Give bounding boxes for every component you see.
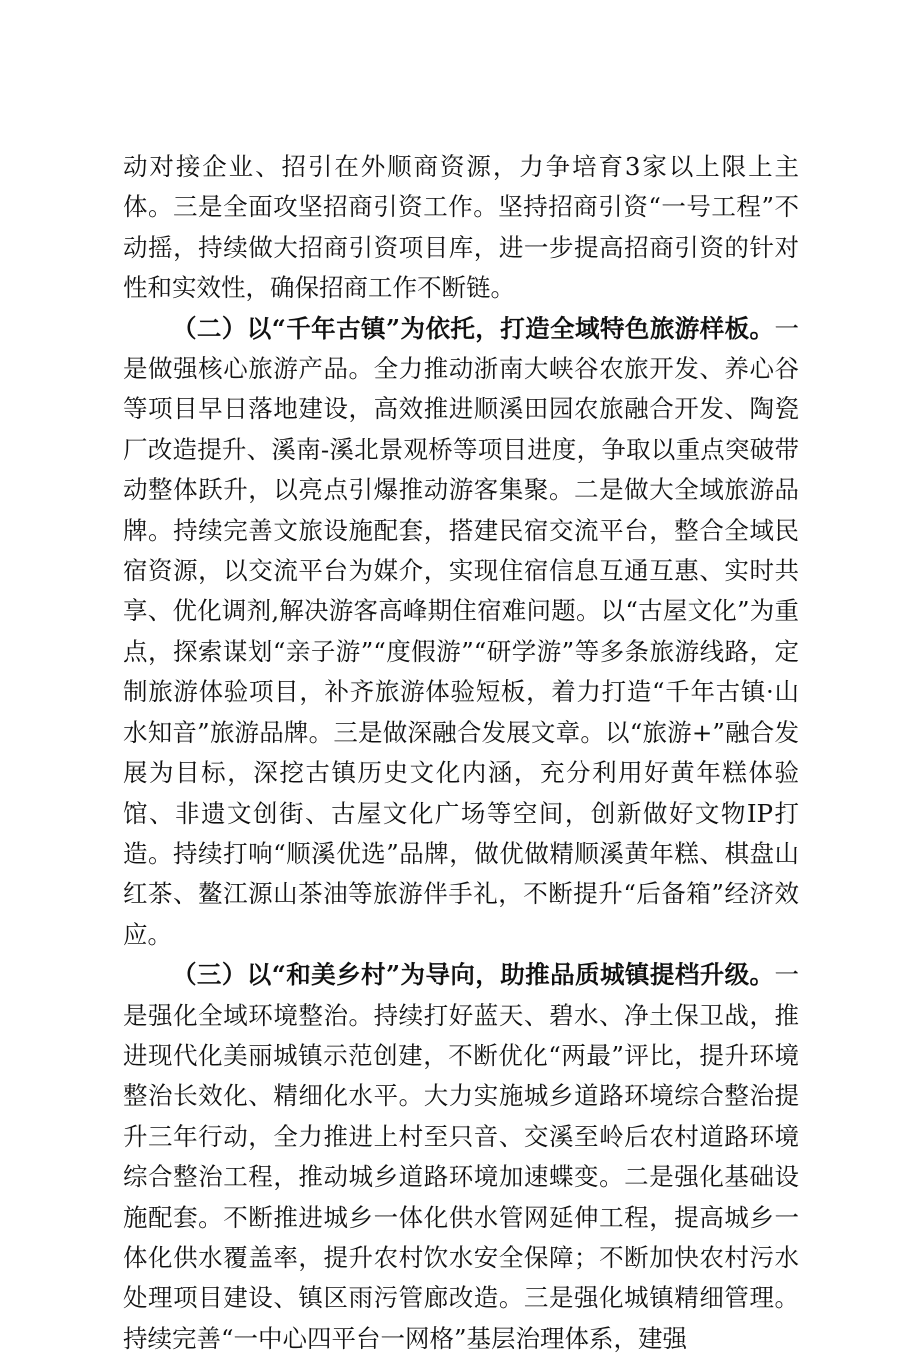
section-heading-tourism: （二）以“千年古镇”为依托，打造全域特色旅游样板。 bbox=[172, 313, 775, 343]
section-body-village: 一是强化全域环境整治。持续打好蓝天、碧水、净土保卫战，推进现代化美丽城镇示范创建，不断优化“两最”评比，提升环境整治长效化、精细化水平。大力实施城乡道路环境综合整治提升三年行动，全力推进上村至只音、交溪至岭后农村道路环境综合整治工程，推动城乡道路环境加速蝶变。二是强化基础设施配套。不断推进城乡一体化供水管网延伸工程，提高城乡一体化供水覆盖率，提升农村饮水安全保障；不断加快农村污水处理项目建设、镇区雨污管廊改造。三是强化城镇精细管理。持续完善“一中心四平台一网格”基层治理体系，建强 bbox=[123, 960, 799, 1353]
section-heading-village: （三）以“和美乡村”为导向，助推品质城镇提档升级。 bbox=[172, 960, 775, 990]
section-village bbox=[123, 955, 799, 1359]
section-tourism bbox=[123, 309, 799, 956]
document-page bbox=[123, 147, 799, 1359]
section-body-tourism: 一是做强核心旅游产品。全力推动浙南大峡谷农旅开发、养心谷等项目早日落地建设，高效推进顺溪田园农旅融合开发、陶瓷厂改造提升、溪南-溪北景观桥等项目进度，争取以重点突破带动整体跃升，以亮点引爆推动游客集聚。二是做大全域旅游品牌。持续完善文旅设施配套，搭建民宿交流平台，整合全域民宿资源，以交流平台为媒介，实现住宿信息互通互惠、实时共享、优化调剂,解决游客高峰期住宿难问题。以“古屋文化”为重点，探索谋划“亲子游”“度假游”“研学游”等多条旅游线路，定制旅游体验项目，补齐旅游体验短板，着力打造“千年古镇·山水知音”旅游品牌。三是做深融合发展文章。以“旅游+”融合发展为目标，深挖古镇历史文化内涵，充分利用好黄年糕体验馆、非遗文创街、古屋文化广场等空间，创新做好文物IP打造。持续打响“顺溪优选”品牌，做优做精顺溪黄年糕、棋盘山红茶、鳌江源山茶油等旅游伴手礼，不断提升“后备箱”经济效应。 bbox=[123, 313, 799, 949]
paragraph-investment: 动对接企业、招引在外顺商资源，力争培育3家以上限上主体。三是全面攻坚招商引资工作。坚持招商引资“一号工程”不动摇，持续做大招商引资项目库，进一步提高招商引资的针对性和实效性，确保招商工作不断链。 bbox=[123, 152, 799, 303]
